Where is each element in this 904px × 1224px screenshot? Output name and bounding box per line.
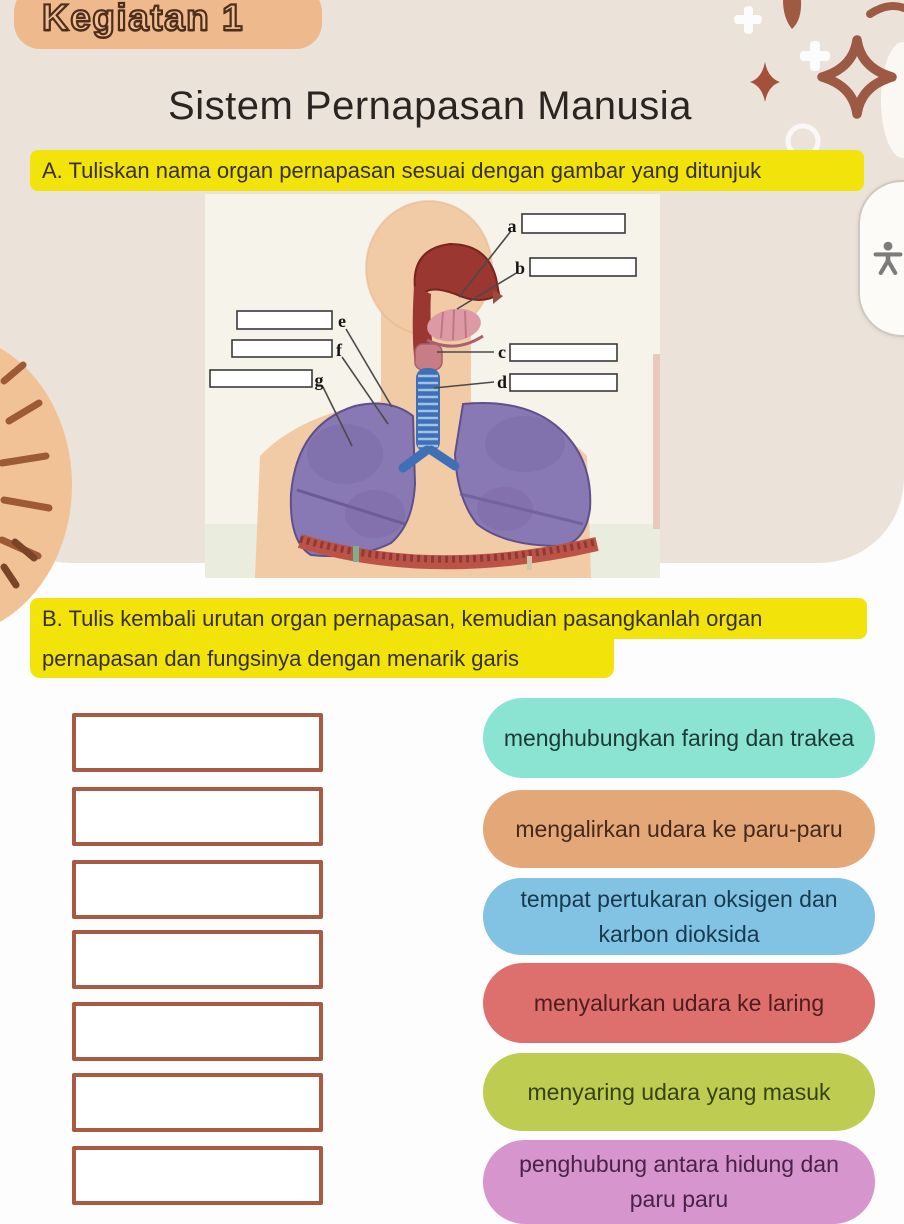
diagram-letter-d: d: [496, 372, 508, 392]
answer-box-2[interactable]: [72, 787, 323, 846]
function-pill-label: menyaring udara yang masuk: [527, 1078, 831, 1105]
accessibility-person-icon: [872, 241, 904, 275]
diagram-blank-d[interactable]: [510, 374, 617, 391]
photo-artifact: [353, 546, 359, 562]
diagram-letter-g: g: [314, 370, 324, 390]
function-pill-1[interactable]: [483, 698, 875, 778]
answer-box-6[interactable]: [72, 1073, 323, 1132]
answer-box-3[interactable]: [72, 860, 323, 919]
left-blob-decoration: [0, 335, 80, 625]
function-pill-4[interactable]: [483, 963, 875, 1043]
page-title: Sistem Pernapasan Manusia: [168, 84, 692, 128]
function-pill-5[interactable]: [483, 1053, 875, 1131]
diagram-blank-a[interactable]: [522, 214, 625, 233]
function-pill-6[interactable]: [483, 1140, 875, 1224]
instruction-b-line2: [30, 639, 614, 678]
diagram-letter-a: a: [507, 216, 517, 236]
larynx: [415, 344, 442, 370]
function-pill-label: menghubungkan faring dan trakea: [503, 724, 855, 751]
diagram-blank-b[interactable]: [530, 258, 636, 276]
diagram-blank-f[interactable]: [232, 340, 332, 357]
diagram-letter-f: f: [336, 340, 342, 360]
function-pill-label: penghubung antara hidung dan paru paru: [519, 1151, 839, 1212]
function-pill-3[interactable]: [483, 878, 875, 955]
corner-curve-decor: [870, 6, 904, 14]
function-pill-label: menyalurkan udara ke laring: [533, 989, 825, 1016]
function-pill-label: mengalirkan udara ke paru-paru: [515, 815, 843, 842]
instruction-b-text2: pernapasan dan fungsinya dengan menarik garis: [42, 645, 519, 671]
teardrop-decor: [783, 0, 801, 29]
instruction-a-text: A. Tuliskan nama organ pernapasan sesuai dengan gambar yang ditunjuk: [42, 157, 762, 183]
answer-box-7[interactable]: [72, 1146, 323, 1205]
diagram-blank-g[interactable]: [210, 370, 312, 387]
function-pill-2[interactable]: [483, 790, 875, 868]
white-blob-decor: [881, 42, 904, 158]
diagram-blank-c[interactable]: [510, 344, 617, 361]
function-pill-label: tempat pertukaran oksigen dan karbon dioksida: [520, 885, 838, 947]
accessibility-widget-button[interactable]: [858, 180, 904, 337]
diagram-letter-c: c: [498, 342, 506, 362]
instruction-b-line1: [30, 598, 867, 639]
plus-sparkle-icon: [734, 6, 830, 71]
diagram-blank-e[interactable]: [237, 311, 332, 329]
diagram-letter-e: e: [338, 311, 346, 331]
diagram-letter-b: b: [514, 258, 526, 278]
instruction-b-text1: B. Tulis kembali urutan organ pernapasan, kemudian pasangkanlah organ: [42, 605, 763, 631]
activity-badge: [14, 0, 322, 49]
answer-box-5[interactable]: [72, 1002, 323, 1061]
activity-badge-label: Kegiatan 1: [42, 0, 245, 38]
answer-box-1[interactable]: [72, 713, 323, 772]
instruction-a: [30, 150, 864, 191]
photo-artifact: [527, 556, 532, 570]
respiratory-diagram-svg: [205, 194, 660, 578]
answer-box-4[interactable]: [72, 930, 323, 989]
respiratory-diagram-image: [205, 194, 660, 578]
photo-edge-artifact: [653, 354, 660, 529]
